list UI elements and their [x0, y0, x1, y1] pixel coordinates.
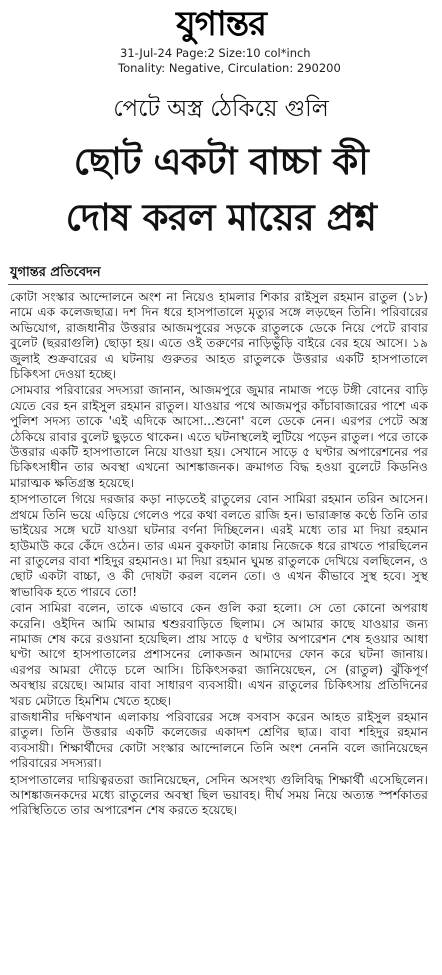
article-body [10, 290, 428, 970]
byline-divider [8, 284, 428, 285]
article-kicker: পেটে অস্ত্র ঠেকিয়ে গুলি [113, 96, 329, 122]
newspaper-masthead: যুগান্তর [176, 4, 266, 44]
article-headline-line-1: ছোট একটা বাচ্চা কী [73, 140, 369, 183]
article-paragraph-2: সোমবার পরিবারের সদস্যরা জানান, আজমপুরে জুমার নামাজ পড়ে টঙ্গী বোনের বাড়ি যেতে বের হন রাইসুল রহমান রাতুল। যাওয়ার পথে আজমপুর কাঁচাবাজারের পাশে এক পুলিশ সদস্য তাকে 'এই এদিকে আসো...শুনো' বলে ডেকে নেন। এরপর পেটে অস্ত্র ঠেকিয়ে রাবার বুলেট ছুড়তে থাকেন। এতে ঘটনাস্থলেই লুটিয়ে পড়েন রাতুল। পরে তাকে উত্তরার একটি হাসপাতালে নিয়ে যাওয়া হয়। সেখানে সাড়ে ৫ ঘণ্টার অপারেশনের পর চিকিৎসাধীন তার অবস্থা এখনো আশঙ্কাজনক। ক্রমাগত বিদ্ধ হওয়া বুলেটে কিডনিও মারাত্মক ক্ষতিগ্রস্ত হয়েছে। [10, 383, 428, 490]
article-paragraph-6: হাসপাতালের দায়িত্বরতরা জানিয়েছেন, সেদিন অসংখ্য গুলিবিদ্ধ শিক্ষার্থী এসেছিলেন। আশঙ্কাজনকদের মধ্যে রাতুলের অবস্থা ছিল ভয়াবহ। দীর্ঘ সময় নিয়ে অত্যন্ত স্পর্শকাতর পরিস্থিতিতে তার অপারেশন শেষ করতে হয়েছে। [10, 772, 428, 818]
article-paragraph-3: হাসপাতালে গিয়ে দরজার কড়া নাড়তেই রাতুলের বোন সামিরা রহমান তরিন আসেন। প্রথমে তিনি ভয়ে এড়িয়ে গেলেও পরে কথা বলতে রাজি হন। ভারাক্রান্ত কণ্ঠে তিনি তার ভাইয়ের সঙ্গে ঘটে যাওয়া ঘটনার বর্ণনা দিচ্ছিলেন। এরই মধ্যে তার মা দিয়া রহমান হাউমাউ করে কেঁদে ওঠেন। তার এমন বুকফাটা কান্নায় নিজেকে ধরে রাখতে পারছিলেন না রাতুলের বাবা শহিদুর রহমানও। মা দিয়া রহমান ঘুমন্ত রাতুলকে দেখিয়ে বলছিলেন, ও ছোট একটা বাচ্চা, ও কী দোষটা করল বলেন তো। ও এখন কীভাবে সুস্থ হবে। সুস্থ স্বাভাবিক হতে পারবে তো! [10, 492, 428, 599]
article-paragraph-5: রাজধানীর দক্ষিণখান এলাকায় পরিবারের সঙ্গে বসবাস করেন আহত রাইসুল রহমান রাতুল। তিনি উত্তরার একটি কলেজের একাদশ শ্রেণির ছাত্র। বাবা শহিদুর রহমান ব্যবসায়ী। শিক্ষার্থীদের কোটা সংস্কার আন্দোলনে তিনি অংশ নেননি বলে জানিয়েছেন পরিবারের সদস্যরা। [10, 709, 428, 771]
article-paragraph-4: বোন সামিরা বলেন, তাকে এভাবে কেন গুলি করা হলো। সে তো কোনো অপরাধ করেনি। ওইদিন আমি আমার শ্বশুরবাড়িতে ছিলাম। সে আমার কাছে যাওয়ার জন্য নামাজ শেষ করে রওয়ানা হয়েছিল। প্রায় সাড়ে ৫ ঘণ্টার অপারেশন শেষ হওয়ার আধা ঘণ্টা আগে হাসপাতালের প্রশাসনের লোকজন আমাদের ফোন করে ঘটনা জানায়। এরপর আমরা দৌড়ে চলে আসি। চিকিৎসকরা জানিয়েছেন, সে (রাতুল) ঝুঁকিপূর্ণ অবস্থায় রয়েছে। আমার বাবা সাধারণ ব্যবসায়ী। এখন রাতুলের চিকিৎসায় প্রতিদিনের খরচ মেটাতে হিমশিম খেতে হচ্ছে। [10, 601, 428, 708]
clipping-meta-tonality: Tonality: Negative, Circulation: 290200 [118, 61, 341, 75]
article-byline: যুগান্তর প্রতিবেদন [10, 265, 101, 280]
article-headline-line-2: দোষ করল মায়ের প্রশ্ন [65, 196, 377, 239]
clipping-meta-date-size: 31-Jul-24 Page:2 Size:10 col*inch [120, 46, 311, 60]
article-paragraph-1: কোটা সংস্কার আন্দোলনে অংশ না নিয়েও হামলার শিকার রাইসুল রহমান রাতুল (১৮) নামে এক কলেজছাত্র। দশ দিন ধরে হাসপাতালে মৃত্যুর সঙ্গে লড়ছেন তিনি। পরিবারের অভিযোগ, রাজধানীর উত্তরার আজমপুরের সড়কে রাতুলকে ডেকে নিয়ে পেটে রাবার বুলেট (ছররাগুলি) ছোড়া হয়। এতে ওই তরুণের নাড়িভুঁড়ি বাইরে বের হয়ে আসে। ১৯ জুলাই শুক্রবারের এ ঘটনায় গুরুতর আহত রাতুলকে উত্তরার একটি হাসপাতালে চিকিৎসা দেওয়া হচ্ছে। [10, 290, 428, 382]
